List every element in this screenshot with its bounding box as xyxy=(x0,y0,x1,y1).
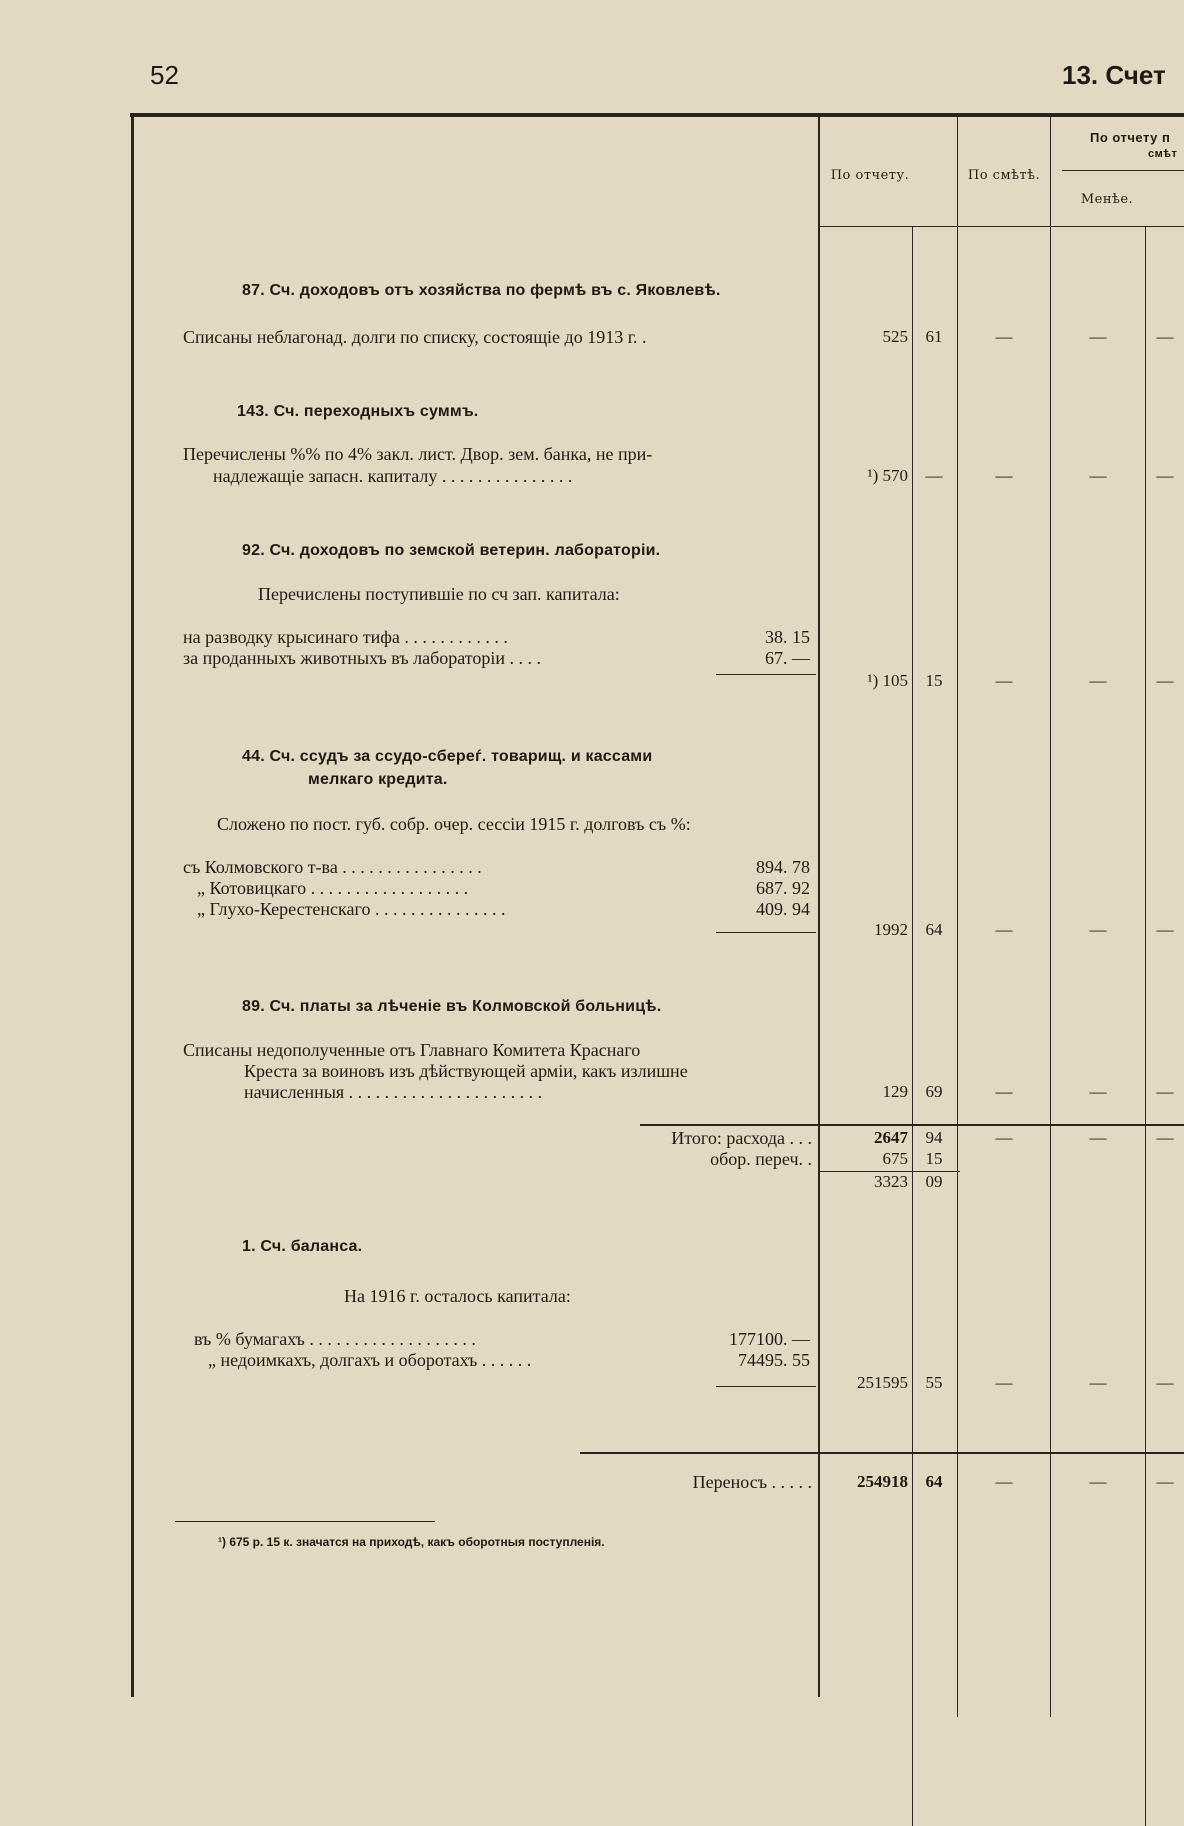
carry-label: Переносъ . . . . . xyxy=(692,1472,812,1492)
item-label: съ Колмовского т-ва . . . . . . . . . . . . . . . . xyxy=(183,857,482,877)
column-header-estimate: По смѣтѣ. xyxy=(967,168,1041,183)
amount-kop: 64 xyxy=(925,920,943,939)
dash-estimate: — xyxy=(995,1472,1013,1491)
column-header-vs-report-2: смѣт xyxy=(1148,148,1178,160)
totals-turnover-kop: 15 xyxy=(925,1149,943,1168)
amount-rub: 129 xyxy=(882,1082,908,1101)
dash-less: — xyxy=(1156,1373,1174,1392)
section-title-87: 87. Сч. доходовъ отъ хозяйства по фермѣ въ с. Яковлевѣ. xyxy=(242,282,721,299)
section-title-89: 89. Сч. платы за лѣченіе въ Колмовской больницѣ. xyxy=(242,998,662,1015)
dash-estimate: — xyxy=(995,671,1013,690)
dash-less: — xyxy=(1156,466,1174,485)
section-text-89-line2: Креста за воиновъ изъ дѣйствующей арміи, какъ излишне xyxy=(244,1061,688,1081)
left-rule xyxy=(131,117,134,1697)
item-label: „ недоимкахъ, долгахъ и оборотахъ . . . . . . xyxy=(208,1350,532,1370)
totals-expense-kop: 94 xyxy=(925,1128,943,1147)
item-label: „ Глухо-Керестенскаго . . . . . . . . . . . . . . . xyxy=(197,899,506,919)
totals-top-rule xyxy=(640,1124,1184,1126)
carry-kop: 64 xyxy=(925,1472,943,1491)
item-label: за проданныхъ животныхъ въ лабораторіи . . . . xyxy=(183,648,542,668)
dash-vs-report: — xyxy=(1089,920,1107,939)
rub-kop-divider xyxy=(912,226,913,1826)
section-title-143: 143. Сч. переходныхъ суммъ. xyxy=(237,403,479,420)
section-intro-44: Сложено по пост. губ. собр. очер. сессіи 1915 г. долговъ съ %: xyxy=(217,814,691,834)
page-title: 13. Счет xyxy=(1062,60,1166,90)
subtotal-rule xyxy=(716,1386,816,1387)
dash-vs-report: — xyxy=(1089,1128,1107,1147)
dash-less: — xyxy=(1156,671,1174,690)
totals-label-expense: Итого: расхода . . . xyxy=(671,1128,812,1148)
subtotal-rule xyxy=(716,932,816,933)
item-label: на разводку крысинаго тифа . . . . . . . . . . . . xyxy=(183,627,508,647)
dash-estimate: — xyxy=(995,1082,1013,1101)
footnote: ¹) 675 р. 15 к. значатся на приходѣ, какъ оборотныя поступленія. xyxy=(218,1535,605,1549)
item-value: 409. 94 xyxy=(756,899,810,919)
dash-estimate: — xyxy=(995,466,1013,485)
dash-vs-report: — xyxy=(1089,466,1107,485)
section-title-92: 92. Сч. доходовъ по земской ветерин. лабораторіи. xyxy=(242,542,661,559)
amount-rub: 251595 xyxy=(857,1373,908,1392)
column-header-vs-report: По отчету п xyxy=(1090,130,1171,145)
footnote-rule xyxy=(175,1521,435,1522)
totals-sum-kop: 09 xyxy=(925,1172,943,1191)
section-text-87: Списаны неблагонад. долги по списку, состоящіе до 1913 г. . xyxy=(183,327,647,347)
amount-kop: 15 xyxy=(925,671,943,690)
item-value: 74495. 55 xyxy=(738,1350,810,1370)
amount-rub: ¹) 570 xyxy=(867,466,908,485)
section-text-89-line1: Списаны недополученные отъ Главнаго Комитета Краснаго xyxy=(183,1040,641,1060)
section-title-44-line2: мелкаго кредита. xyxy=(308,771,448,788)
dash-estimate: — xyxy=(995,327,1013,346)
column-header-less: Менѣе. xyxy=(1080,192,1134,207)
totals-label-turnover: обор. переч. . xyxy=(710,1149,812,1169)
section-title-balance: 1. Сч. баланса. xyxy=(242,1238,363,1255)
dash-less: — xyxy=(1156,1082,1174,1101)
dash-less: — xyxy=(1156,920,1174,939)
dash-less: — xyxy=(1156,1128,1174,1147)
amount-kop: 55 xyxy=(925,1373,943,1392)
text-column-rule xyxy=(818,117,820,1697)
section-text-89-line3: начисленныя . . . . . . . . . . . . . . . . . . . . . . xyxy=(244,1082,543,1102)
amount-rub: ¹) 105 xyxy=(867,671,908,690)
amount-kop: 61 xyxy=(925,327,943,346)
item-label: „ Котовицкаго . . . . . . . . . . . . . . . . . . xyxy=(197,878,469,898)
amount-kop: 69 xyxy=(925,1082,943,1101)
dash-less: — xyxy=(1156,1472,1174,1491)
item-value: 894. 78 xyxy=(756,857,810,877)
dash-vs-report: — xyxy=(1089,1082,1107,1101)
page-number: 52 xyxy=(150,60,179,90)
subheader-rule xyxy=(1062,170,1184,171)
dash-vs-report: — xyxy=(1089,1472,1107,1491)
subtotal-rule xyxy=(716,674,816,675)
section-text-143-line1: Перечислены %% по 4% закл. лист. Двор. зем. банка, не при- xyxy=(183,444,653,464)
amount-kop: — xyxy=(925,466,943,485)
totals-sum-rub: 3323 xyxy=(874,1172,908,1191)
dash-estimate: — xyxy=(995,1373,1013,1392)
section-intro-92: Перечислены поступившіе по сч зап. капитала: xyxy=(258,584,620,604)
item-value: 67. — xyxy=(765,648,810,668)
item-value: 177100. — xyxy=(729,1329,810,1349)
section-title-44: 44. Сч. ссудъ за ссудо-сбереѓ. товарищ. и кассами xyxy=(242,748,653,765)
dash-estimate: — xyxy=(995,920,1013,939)
top-rule xyxy=(130,113,1184,117)
dash-estimate: — xyxy=(995,1128,1013,1147)
section-text-143-line2: надлежащіе запасн. капиталу . . . . . . . . . . . . . . . xyxy=(213,466,573,486)
carry-rub: 254918 xyxy=(857,1472,908,1491)
balance-intro: На 1916 г. осталось капитала: xyxy=(344,1286,571,1306)
dash-vs-report: — xyxy=(1089,671,1107,690)
item-value: 687. 92 xyxy=(756,878,810,898)
dash-vs-report: — xyxy=(1089,1373,1107,1392)
item-label: въ % бумагахъ . . . . . . . . . . . . . . . . . . . xyxy=(194,1329,476,1349)
item-value: 38. 15 xyxy=(765,627,810,647)
totals-expense-rub: 2647 xyxy=(874,1128,908,1147)
amount-rub: 1992 xyxy=(874,920,908,939)
carry-top-rule xyxy=(580,1452,1184,1454)
column-header-report: По отчету. xyxy=(830,168,910,183)
dash-vs-report: — xyxy=(1089,327,1107,346)
totals-turnover-rub: 675 xyxy=(882,1149,908,1168)
dash-less: — xyxy=(1156,327,1174,346)
header-bottom-rule xyxy=(820,226,1184,227)
amount-rub: 525 xyxy=(882,327,908,346)
